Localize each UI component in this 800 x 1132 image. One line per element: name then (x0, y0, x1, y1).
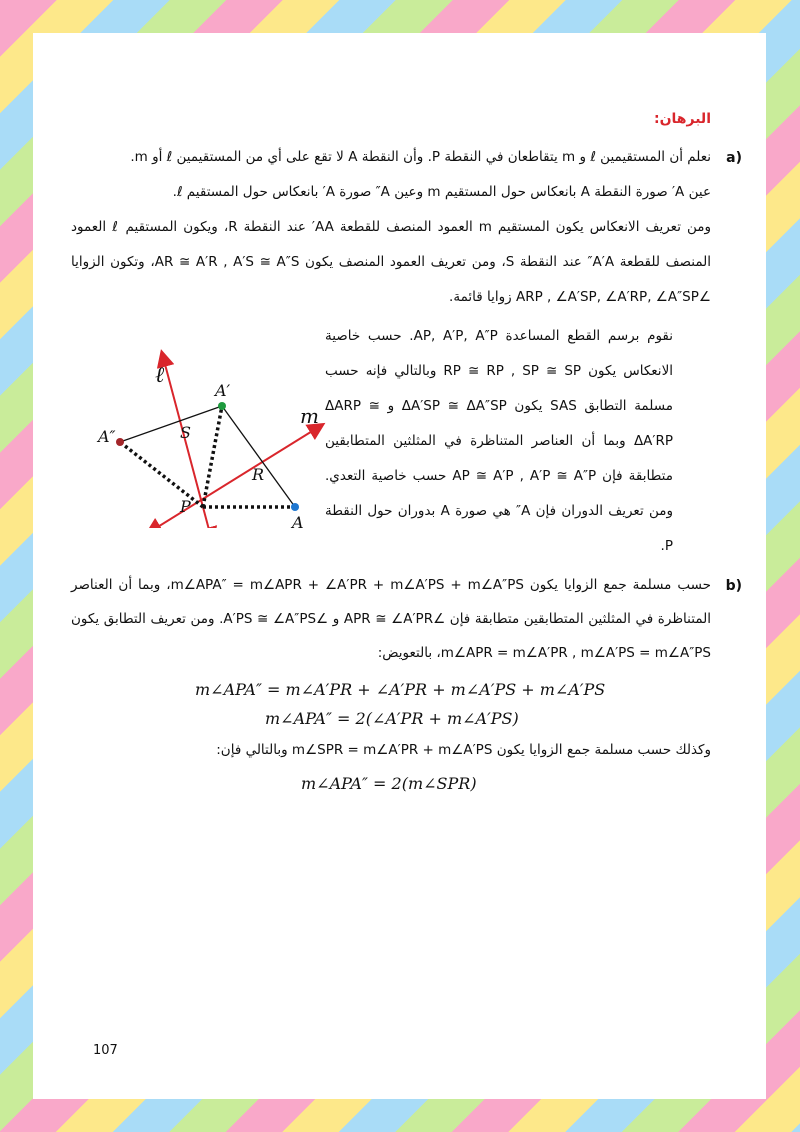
equation-1: m∠APA″ = m∠A′PR + ∠A′PR + m∠A′PS + m∠A′PS (195, 680, 606, 699)
part-a-line-3: ومن تعريف الانعكاس يكون المستقيم m العمود المنصف للقطعة AA′ عند النقطة R، ويكون المستقيم ℓ العمود المنصف للقطعة A′A″ عند النقطة S، ومن تعريف العمود المنصف يكون AR ≅ A′R , A′S ≅ A″S، وتكون الزوايا ∠ARP , ∠A′SP, ∠A′RP, ∠A″SP زوايا قائمة. (71, 219, 711, 305)
part-b-text-2: وكذلك حسب مسلمة جمع الزوايا يكون m∠SPR = m∠A′PR + m∠A′PS وبالتالي فإن: (216, 742, 711, 758)
label-l: ℓ (155, 363, 165, 388)
proof-heading: البرهان: (654, 111, 711, 127)
point-a (291, 503, 299, 511)
part-b-paragraph (71, 568, 711, 670)
reflection-figure (95, 328, 335, 528)
label-m: m (300, 404, 319, 428)
part-a-line-2: عين A′ صورة النقطة A بانعكاس حول المستقيم m وعين A″ صورة A′ بانعكاس حول المستقيم ℓ. (172, 184, 711, 200)
label-p: P (180, 497, 191, 516)
part-b-marker: b) (725, 578, 742, 594)
label-a: A (292, 513, 304, 528)
label-a1: A′ (215, 381, 231, 400)
part-a-paragraph-2 (325, 319, 673, 564)
segment-a2-a1 (120, 406, 222, 442)
part-b-text: حسب مسلمة جمع الزوايا يكون m∠APA″ = m∠APR + ∠A′PR + m∠A′PS + m∠A″PS، وبما أن العناصر المتناظرة في المثلثين المتطابقين متطابقة فإن ∠APR ≅ ∠A′PR و ∠A′PS ≅ ∠A″PS. ومن تعريف التطابق يكون m∠APR = m∠A′PR , m∠A′PS = m∠A″PS، بالتعويض: (71, 577, 712, 661)
part-b-paragraph-2 (171, 733, 711, 768)
page-number: 107 (93, 1043, 118, 1058)
label-r: R (252, 465, 265, 484)
point-a1 (218, 402, 226, 410)
part-a-line-1: نعلم أن المستقيمين ℓ و m يتقاطعان في النقطة P. وأن النقطة A لا تقع على أي من المستقيمين ℓ أو m. (130, 149, 711, 165)
point-a2 (116, 438, 124, 446)
segment-a1-a (222, 406, 295, 507)
equation-2: m∠APA″ = 2(∠A′PR + m∠A′PS) (265, 709, 519, 728)
label-a2: A″ (98, 427, 116, 446)
part-a-side-text: نقوم برسم القطع المساعدة AP, A′P, A″P. حسب خاصية الانعكاس يكون RP ≅ RP , SP ≅ SP وبالتالي فإنه حسب مسلمة التطابق SAS يكون ΔA′SP ≅ ΔA″SP و ΔARP ≅ ΔA′RP وبما أن العناصر المتناظرة في المثلثين المتطابقين متطابقة فإن AP ≅ A′P , A′P ≅ A″P حسب خاصية التعدي. ومن تعريف الدوران فإن A″ هي صورة A بدوران حول النقطة P. (325, 328, 674, 554)
part-a-marker: a) (726, 150, 742, 166)
equation-3: m∠APA″ = 2(m∠SPR) (301, 774, 477, 793)
page (33, 33, 766, 1099)
part-a-paragraph-1 (71, 140, 711, 315)
label-s: S (180, 423, 191, 442)
